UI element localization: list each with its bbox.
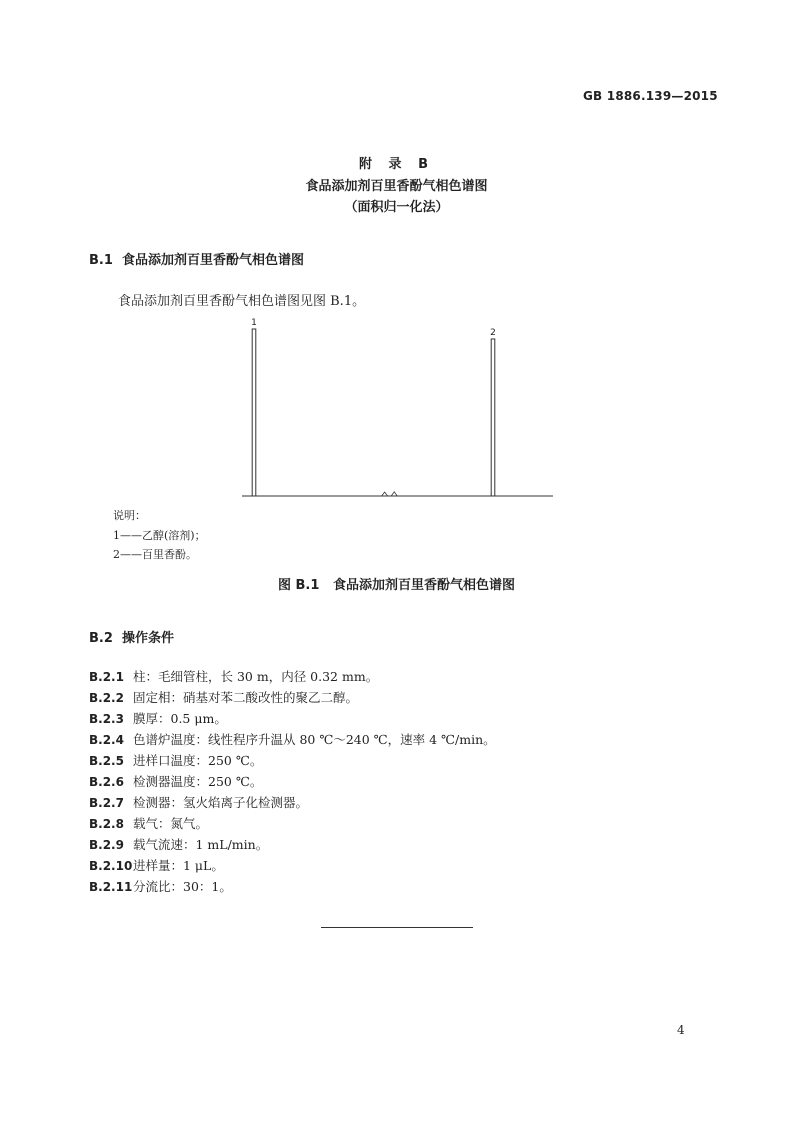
condition-number: B.2.10: [89, 859, 133, 873]
peak-1: [252, 329, 256, 496]
section-b1-text: 食品添加剂百里香酚气相色谱图见图 B.1。: [118, 294, 366, 309]
condition-item: [89, 814, 208, 832]
end-rule: [321, 927, 473, 928]
condition-number: B.2.11: [89, 880, 133, 894]
condition-item: [89, 772, 262, 790]
condition-text: 进样量：1 μL。: [133, 858, 224, 873]
legend-item-1: 1——乙醇(溶剂)；: [113, 529, 206, 542]
section-b1-number: B.1: [89, 253, 113, 268]
section-b2-heading: [89, 627, 174, 646]
condition-item: [89, 877, 232, 895]
section-b2-number: B.2: [89, 631, 113, 646]
condition-number: B.2.5: [89, 754, 124, 768]
page-number: 4: [677, 1023, 685, 1037]
condition-number: B.2.2: [89, 691, 124, 705]
condition-text: 进样口温度：250 ℃。: [133, 753, 263, 768]
peak-label-1: 1: [251, 318, 257, 328]
condition-number: B.2.3: [89, 712, 124, 726]
condition-item: [89, 688, 358, 706]
legend-item-2: 2——百里香酚。: [113, 548, 197, 561]
section-b2-title: 操作条件: [122, 631, 175, 646]
condition-number: B.2.4: [89, 733, 124, 747]
condition-item: [89, 751, 262, 769]
condition-number: B.2.7: [89, 796, 124, 810]
appendix-name: 食品添加剂百里香酚气相色谱图: [305, 179, 488, 194]
condition-text: 分流比：30：1。: [133, 879, 232, 894]
condition-text: 检测器温度：250 ℃。: [133, 774, 263, 789]
condition-item: [89, 730, 496, 748]
condition-number: B.2.1: [89, 670, 124, 684]
condition-text: 检测器：氢火焰离子化检测器。: [133, 795, 309, 810]
minor-peak: [382, 492, 388, 496]
standard-number: GB 1886.139—2015: [583, 89, 718, 103]
section-b1-title: 食品添加剂百里香酚气相色谱图: [122, 253, 305, 268]
condition-text: 膜厚：0.5 μm。: [133, 711, 227, 726]
condition-item: [89, 835, 268, 853]
condition-item: [89, 667, 378, 685]
condition-text: 柱：毛细管柱，长 30 m，内径 0.32 mm。: [133, 669, 379, 684]
condition-number: B.2.6: [89, 775, 124, 789]
peak-label-2: 2: [490, 328, 496, 339]
peak-2: [491, 339, 495, 496]
legend-title: 说明：: [113, 509, 146, 522]
condition-item: [89, 709, 227, 727]
condition-text: 载气流速：1 mL/min。: [133, 837, 269, 852]
condition-item: [89, 793, 308, 811]
appendix-method: （面积归一化法）: [344, 200, 449, 215]
figure-caption: 图 B.1 食品添加剂百里香酚气相色谱图: [278, 578, 515, 593]
condition-text: 固定相：硝基对苯二酸改性的聚乙二醇。: [133, 690, 359, 705]
condition-text: 色谱炉温度：线性程序升温从 80 ℃～240 ℃，速率 4 ℃/min。: [133, 732, 496, 747]
condition-text: 载气：氮气。: [133, 816, 209, 831]
appendix-title: 附 录 B: [359, 157, 434, 172]
condition-item: [89, 856, 224, 874]
condition-number: B.2.9: [89, 838, 124, 852]
minor-peak: [391, 492, 397, 496]
condition-number: B.2.8: [89, 817, 124, 831]
